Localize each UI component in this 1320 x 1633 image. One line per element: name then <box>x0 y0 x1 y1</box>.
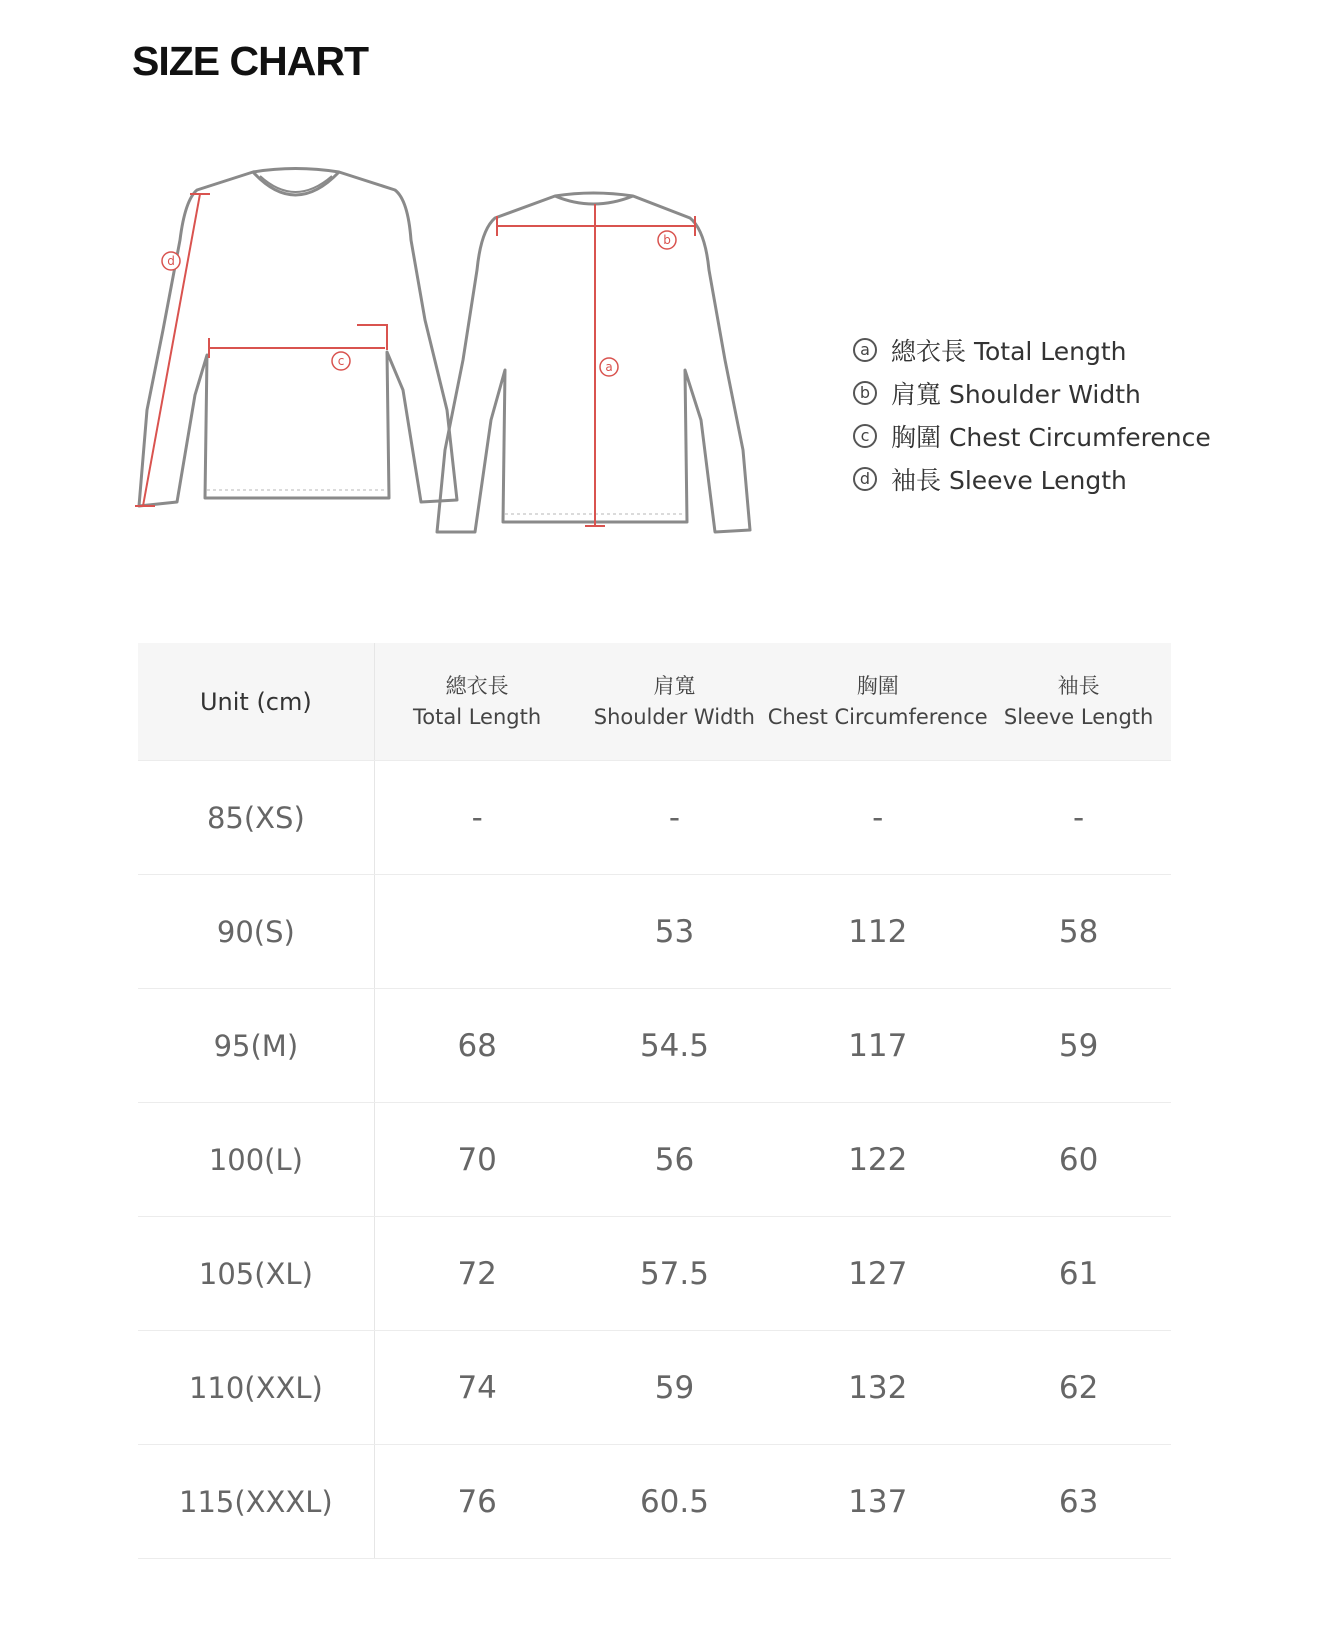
legend-label: 袖長 Sleeve Length <box>891 465 1127 495</box>
legend-label: 總衣長 Total Length <box>891 336 1127 366</box>
table-row <box>138 1330 1171 1444</box>
marker-a <box>600 358 618 376</box>
unit-header: Unit (cm) <box>138 643 375 760</box>
column-header-zh: 袖長 <box>1057 673 1100 698</box>
value-shoulder-width: 59 <box>654 1369 695 1406</box>
value-sleeve-length: 61 <box>1058 1255 1099 1292</box>
table-row <box>138 1444 1171 1559</box>
column-header-zh: 肩寬 <box>653 673 696 698</box>
value-shoulder-width: 53 <box>654 913 695 950</box>
marker-c <box>332 352 350 370</box>
size-label: 105(XL) <box>138 1217 375 1330</box>
legend-badge: d <box>853 467 877 491</box>
value-shoulder-width: 60.5 <box>639 1483 709 1520</box>
column-header-chest <box>769 643 986 760</box>
column-header-en: Sleeve Length <box>1003 704 1154 729</box>
front-shirt-outline <box>139 169 457 507</box>
legend-label: 肩寬 Shoulder Width <box>891 379 1141 409</box>
value-sleeve-length: 58 <box>1058 913 1099 950</box>
value-total-length: - <box>471 799 483 836</box>
value-shoulder-width: 54.5 <box>639 1027 709 1064</box>
column-header-total-length <box>375 643 580 760</box>
value-sleeve-length: 60 <box>1058 1141 1099 1178</box>
page-title: SIZE CHART <box>132 38 368 84</box>
table-row <box>138 760 1171 874</box>
legend-item-sleeve-length <box>853 457 1211 500</box>
marker-a-label: a <box>605 360 613 374</box>
measurement-legend <box>853 328 1211 500</box>
sleeve-length-line <box>143 194 200 506</box>
column-header-sleeve-length <box>986 643 1171 760</box>
column-header-zh: 總衣長 <box>445 673 509 698</box>
marker-d-label: d <box>167 254 175 268</box>
table-header <box>138 643 1171 760</box>
value-sleeve-length: 59 <box>1058 1027 1099 1064</box>
legend-badge: a <box>853 338 877 362</box>
column-header-zh: 胸圍 <box>856 673 899 698</box>
shirt-diagram <box>125 160 785 560</box>
value-chest: - <box>872 799 884 836</box>
legend-badge: b <box>853 381 877 405</box>
table-row <box>138 1216 1171 1330</box>
value-shoulder-width: 57.5 <box>639 1255 709 1292</box>
size-label: 110(XXL) <box>138 1331 375 1444</box>
value-sleeve-length: 62 <box>1058 1369 1099 1406</box>
size-label: 90(S) <box>138 875 375 988</box>
value-chest: 137 <box>848 1483 908 1520</box>
size-label: 95(M) <box>138 989 375 1102</box>
legend-item-shoulder-width <box>853 371 1211 414</box>
legend-badge: c <box>853 424 877 448</box>
value-total-length: 74 <box>457 1369 497 1406</box>
value-chest: 132 <box>848 1369 908 1406</box>
marker-b <box>658 231 676 249</box>
table-row <box>138 988 1171 1102</box>
value-total-length: 76 <box>457 1483 497 1520</box>
column-header-en: Total Length <box>413 704 542 729</box>
table-row <box>138 874 1171 988</box>
value-shoulder-width: 56 <box>654 1141 695 1178</box>
value-chest: 127 <box>848 1255 908 1292</box>
value-shoulder-width: - <box>668 799 681 836</box>
size-label: 115(XXXL) <box>138 1445 375 1558</box>
value-total-length <box>375 875 580 988</box>
marker-c-label: c <box>337 354 345 368</box>
value-total-length: 72 <box>457 1255 497 1292</box>
size-table <box>138 643 1171 1559</box>
marker-d <box>162 252 180 270</box>
value-chest: 122 <box>848 1141 908 1178</box>
legend-label: 胸圍 Chest Circumference <box>891 422 1211 452</box>
value-total-length: 70 <box>457 1141 497 1178</box>
value-sleeve-length: - <box>1072 799 1085 836</box>
size-label: 100(L) <box>138 1103 375 1216</box>
table-row <box>138 1102 1171 1216</box>
legend-item-total-length <box>853 328 1211 371</box>
size-label: 85(XS) <box>138 761 375 874</box>
marker-b-label: b <box>663 233 671 247</box>
value-total-length: 68 <box>457 1027 497 1064</box>
legend-item-chest <box>853 414 1211 457</box>
column-header-en: Chest Circumference <box>767 704 988 729</box>
column-header-shoulder-width <box>579 643 769 760</box>
value-chest: 112 <box>848 913 908 950</box>
value-sleeve-length: 63 <box>1058 1483 1099 1520</box>
back-shirt-outline <box>437 193 750 532</box>
column-header-en: Shoulder Width <box>593 704 755 729</box>
value-chest: 117 <box>848 1027 908 1064</box>
